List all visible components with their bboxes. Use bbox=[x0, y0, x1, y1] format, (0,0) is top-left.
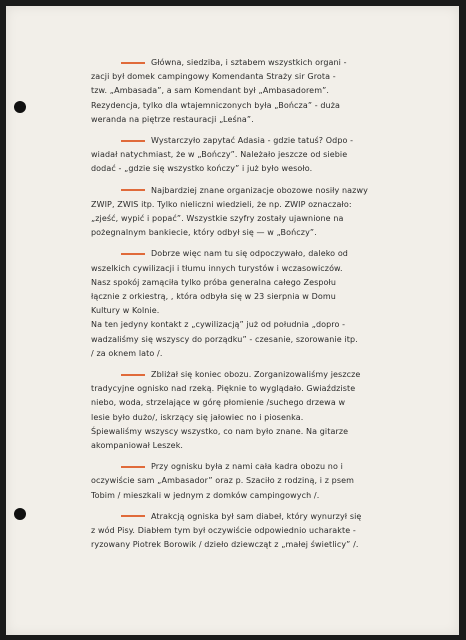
line-text: wadzaliśmy się wszyscy do porządku” - czesanie, szorowanie itp. bbox=[91, 334, 358, 344]
text-line bbox=[91, 212, 436, 226]
paragraph bbox=[91, 134, 436, 177]
line-text: oczywiście sam „Ambasador” oraz p. Szaciło z rodziną, i z psem bbox=[91, 476, 355, 486]
text-line bbox=[91, 134, 436, 148]
punch-hole bbox=[14, 101, 26, 113]
line-text: Na ten jedyny kontakt z „cywilizacją” już od południa „dopro - bbox=[91, 320, 346, 330]
text-line bbox=[91, 113, 436, 127]
text-line bbox=[91, 474, 436, 488]
text-line bbox=[91, 439, 436, 453]
paragraph-dash bbox=[121, 466, 145, 468]
text-line bbox=[91, 99, 436, 113]
line-text: Kultury w Kolnie. bbox=[91, 306, 160, 316]
typed-text bbox=[91, 56, 436, 560]
line-text: Rezydencja, tylko dla wtajemniczonych była „Bończa” - duża bbox=[91, 100, 340, 110]
line-text: Główna, siedziba, i sztabem wszystkich organi - bbox=[151, 58, 347, 67]
text-line bbox=[91, 262, 436, 276]
text-line bbox=[91, 198, 436, 212]
text-line bbox=[91, 70, 436, 84]
line-text: „zjeść, wypić i popać”. Wszystkie szyfry zostały ujawnione na bbox=[91, 214, 344, 224]
text-line bbox=[91, 382, 436, 396]
line-text: Zbliżał się koniec obozu. Zorganizowaliśmy jeszcze bbox=[151, 370, 361, 380]
line-text: tradycyjne ognisko nad rzeką. Pięknie to wyglądało. Gwiaździste bbox=[91, 384, 356, 394]
line-text: Najbardziej znane organizacje obozowe nosiły nazwy bbox=[151, 185, 368, 195]
line-text: Nasz spokój zamąciła tylko próba generalna całego Zespołu bbox=[91, 277, 337, 287]
text-line bbox=[91, 510, 436, 524]
line-text: Przy ognisku była z nami cała kadra obozu no i bbox=[151, 462, 343, 472]
document-page bbox=[6, 6, 459, 635]
line-text: pożegnalnym bankiecie, który odbył się — w „Bończy”. bbox=[91, 228, 317, 238]
paragraph bbox=[91, 460, 436, 503]
text-line bbox=[91, 524, 436, 538]
paragraph bbox=[91, 510, 436, 553]
text-line bbox=[91, 347, 436, 361]
line-text: łącznie z orkiestrą, , która odbyła się w 23 sierpnia w Domu bbox=[91, 292, 336, 302]
paragraph-dash bbox=[121, 515, 145, 517]
text-line bbox=[91, 304, 436, 318]
text-line bbox=[91, 148, 436, 162]
line-text: wszelkich cywilizacji i tłumu innych turystów i wczasowiczów. bbox=[91, 263, 343, 273]
paragraph-dash bbox=[121, 374, 145, 376]
line-text: Dobrze więc nam tu się odpoczywało, daleko od bbox=[151, 249, 348, 259]
line-text: ryzowany Piotrek Borowik / dzieło dziewcząt z „małej świetlicy” /. bbox=[91, 540, 359, 550]
line-text: ZWIP, ZWIS itp. Tylko nieliczni wiedzieli, że np. ZWIP oznaczało: bbox=[91, 199, 352, 209]
line-text: z wód Pisy. Diabłem tym był oczywiście odpowiednio ucharakte - bbox=[91, 526, 356, 536]
text-line bbox=[91, 333, 436, 347]
line-text: Śpiewaliśmy wszyscy wszystko, co nam było znane. Na gitarze bbox=[91, 426, 349, 436]
paragraph-dash bbox=[121, 189, 145, 191]
text-line bbox=[91, 276, 436, 290]
text-line bbox=[91, 411, 436, 425]
line-text: Tobim / mieszkali w jednym z domków campingowych /. bbox=[91, 490, 320, 500]
line-text: akompaniował Leszek. bbox=[91, 441, 184, 451]
line-text: zacji był domek campingowy Komendanta Straży sir Grota - bbox=[91, 72, 336, 82]
line-text: lesie było dużo/, iskrzący się jałowiec no i piosenka. bbox=[91, 412, 304, 422]
text-line bbox=[91, 460, 436, 474]
text-line bbox=[91, 425, 436, 439]
line-text: tzw. „Ambasada”, a sam Komendant był „Ambasadorem”. bbox=[91, 86, 329, 96]
line-text: wiadał natychmiast, że w „Bończy”. Należało jeszcze od siebie bbox=[91, 150, 348, 160]
line-text: weranda na piętrze restauracji „Leśna”. bbox=[91, 114, 254, 124]
paragraph bbox=[91, 184, 436, 241]
paragraph bbox=[91, 56, 436, 127]
paragraph bbox=[91, 368, 436, 453]
paragraph-dash bbox=[121, 62, 145, 64]
text-line bbox=[91, 226, 436, 240]
line-text: Atrakcją ogniska był sam diabeł, który wynurzył się bbox=[151, 511, 362, 521]
text-line bbox=[91, 162, 436, 176]
punch-hole bbox=[14, 508, 26, 520]
line-text: / za oknem lato /. bbox=[91, 348, 163, 358]
line-text: Wystarczyło zapytać Adasia - gdzie tatuś? Odpo - bbox=[151, 136, 354, 146]
text-line bbox=[91, 396, 436, 410]
text-line bbox=[91, 318, 436, 332]
paragraph bbox=[91, 247, 436, 361]
text-line bbox=[91, 184, 436, 198]
line-text: dodać - „gdzie się wszystko kończy” i już było wesoło. bbox=[91, 164, 313, 174]
line-text: niebo, woda, strzelające w górę płomienie /suchego drzewa w bbox=[91, 398, 346, 408]
text-line bbox=[91, 489, 436, 503]
paragraph-dash bbox=[121, 253, 145, 255]
text-line bbox=[91, 538, 436, 552]
paragraph-dash bbox=[121, 140, 145, 142]
text-line bbox=[91, 290, 436, 304]
text-line bbox=[91, 247, 436, 261]
text-line bbox=[91, 368, 436, 382]
text-line bbox=[91, 56, 436, 70]
text-line bbox=[91, 84, 436, 98]
